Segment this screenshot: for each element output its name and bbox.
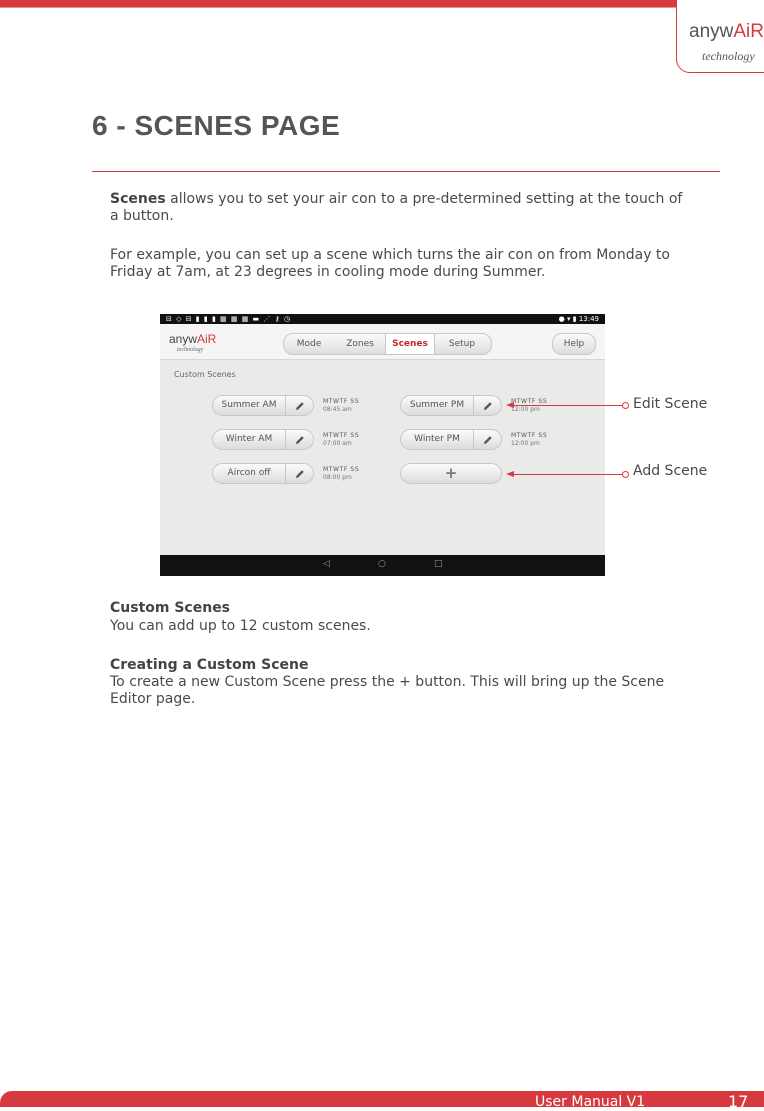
app-logo	[169, 332, 216, 346]
tab-scenes[interactable]: Scenes	[385, 334, 435, 354]
scene-name[interactable]: Winter AM	[225, 434, 273, 444]
app-screenshot	[160, 314, 605, 576]
plus-icon: +	[444, 464, 458, 482]
logo-prefix: anyw	[689, 21, 734, 42]
home-icon[interactable]: ○	[378, 559, 386, 569]
app-header	[160, 324, 605, 360]
pencil-icon	[482, 400, 494, 412]
scene-button-winter-am[interactable]	[212, 429, 314, 450]
pencil-icon	[294, 400, 306, 412]
status-time: 13:49	[578, 315, 599, 323]
status-icons: ⊟ ◇ ⊟ ▮ ▮ ▮ ▦ ▦ ▦ ▬ ⋰ ⚷ ◷	[166, 315, 292, 323]
add-scene-button[interactable]	[400, 463, 502, 484]
intro-paragraph	[110, 191, 690, 225]
scene-time: 08:45 am	[323, 406, 352, 413]
top-accent-bar	[0, 0, 764, 7]
scene-edit-button[interactable]	[473, 430, 502, 449]
scene-button-summer-am[interactable]	[212, 395, 314, 416]
app-logo-accent: AiR	[197, 332, 217, 346]
footer-manual-title: User Manual V1	[535, 1094, 646, 1110]
edit-scene-arrow-end	[622, 402, 629, 409]
tab-mode[interactable]: Mode	[296, 339, 322, 349]
scene-time: 12:00 pm	[511, 440, 540, 447]
scene-name[interactable]: Aircon off	[227, 468, 271, 478]
days-weekend: SS	[538, 398, 548, 405]
scene-edit-button[interactable]	[473, 396, 502, 415]
scene-days	[323, 466, 359, 473]
scene-time: 08:00 pm	[323, 474, 352, 481]
logo-tagline: technology	[702, 49, 755, 63]
days-weekend: SS	[350, 398, 360, 405]
custom-scenes-text: You can add up to 12 custom scenes.	[110, 618, 371, 634]
days-weekdays: MTWTF	[511, 432, 536, 439]
footer-bar	[0, 1091, 764, 1107]
mode-tabs	[283, 333, 492, 355]
days-weekend: SS	[350, 432, 360, 439]
days-weekend: SS	[538, 432, 548, 439]
scene-edit-button[interactable]	[285, 464, 314, 483]
help-button[interactable]: Help	[552, 333, 596, 355]
title-divider	[92, 171, 720, 172]
android-nav-bar	[160, 555, 605, 576]
page-title: 6 - SCENES PAGE	[92, 110, 341, 141]
scene-edit-button[interactable]	[285, 396, 314, 415]
scene-edit-button[interactable]	[285, 430, 314, 449]
scene-days	[511, 398, 547, 405]
app-logo-tagline: technology	[177, 347, 204, 353]
scene-name[interactable]: Summer AM	[221, 400, 277, 410]
scene-button-aircon-off[interactable]	[212, 463, 314, 484]
pencil-icon	[294, 468, 306, 480]
app-logo-prefix: anyw	[169, 332, 198, 346]
scene-button-summer-pm[interactable]	[400, 395, 502, 416]
tab-zones[interactable]: Zones	[346, 339, 374, 349]
intro-text: allows you to set your air con to a pre-determined setting at the touch of a button.	[110, 191, 683, 224]
scene-name[interactable]: Winter PM	[414, 434, 460, 444]
logo-accent: AiR	[733, 21, 764, 42]
pencil-icon	[482, 434, 494, 446]
scene-time: 07:00 am	[323, 440, 352, 447]
page-number: 17	[728, 1092, 749, 1111]
scene-days	[511, 432, 547, 439]
days-weekend: SS	[350, 466, 360, 473]
intro-bold: Scenes	[110, 191, 166, 207]
example-paragraph: For example, you can set up a scene which turns the air con on from Monday to Friday at 7am, at 23 degrees in cooling mode during Summer.	[110, 247, 670, 280]
add-scene-arrow-line	[513, 474, 624, 475]
top-accent-line	[0, 7, 764, 8]
creating-scene-heading: Creating a Custom Scene	[110, 657, 309, 673]
tab-setup[interactable]: Setup	[448, 339, 476, 349]
recent-apps-icon[interactable]: □	[434, 559, 443, 569]
creating-scene-text: To create a new Custom Scene press the + button. This will bring up the Scene Editor page.	[110, 674, 665, 707]
custom-scenes-label: Custom Scenes	[174, 370, 236, 379]
status-right: ● ▾ ▮ 13:49	[558, 315, 599, 323]
add-scene-callout: Add Scene	[633, 463, 708, 479]
status-bar	[160, 314, 605, 324]
scene-button-winter-pm[interactable]	[400, 429, 502, 450]
scene-days	[323, 432, 359, 439]
days-weekdays: MTWTF	[323, 398, 348, 405]
pencil-icon	[294, 434, 306, 446]
brand-logo	[676, 0, 764, 73]
back-icon[interactable]: ◁	[323, 559, 330, 569]
custom-scenes-heading: Custom Scenes	[110, 600, 231, 616]
days-weekdays: MTWTF	[323, 466, 348, 473]
add-scene-arrow-end	[622, 471, 629, 478]
edit-scene-callout: Edit Scene	[633, 396, 708, 412]
days-weekdays: MTWTF	[323, 432, 348, 439]
scene-time: 12:00 pm	[511, 406, 540, 413]
days-weekdays: MTWTF	[511, 398, 536, 405]
scene-days	[323, 398, 359, 405]
edit-scene-arrow-line	[513, 405, 624, 406]
scene-name[interactable]: Summer PM	[409, 400, 465, 410]
